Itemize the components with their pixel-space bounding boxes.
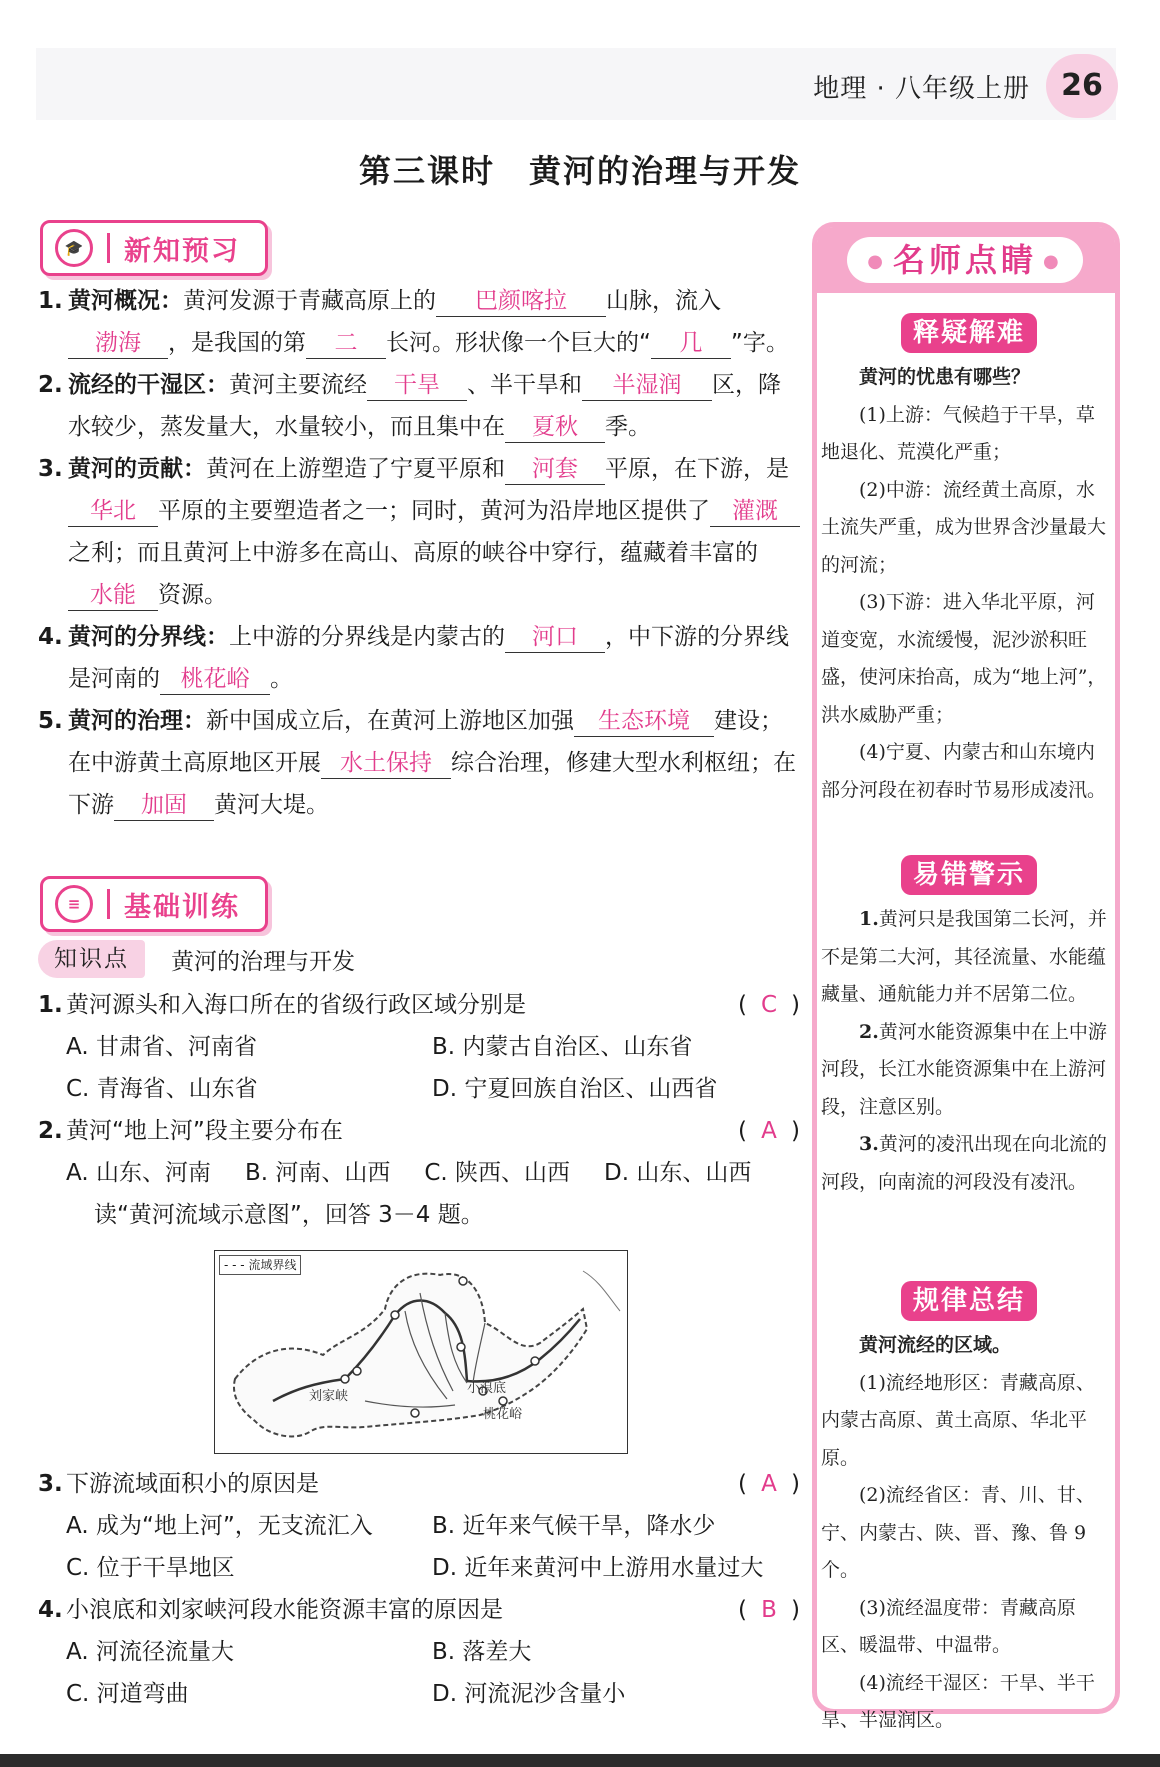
answer-bracket: ( A ): [738, 1110, 800, 1152]
item-number: 3.: [38, 456, 63, 482]
option-a: A. 山东、河南: [66, 1160, 211, 1186]
answer-blank: 灌溉: [710, 496, 800, 527]
teacher-tips-sidebar: [812, 222, 1120, 1731]
question-stem: 黄河“地上河”段主要分布在: [66, 1118, 343, 1144]
item-number: 4.: [38, 624, 63, 650]
answer-blank: 河套: [505, 454, 605, 485]
item-text: 综合治理，修建大型水利枢纽；在下游: [68, 750, 796, 818]
tip-text: 黄河只是我国第二长河，并不是第二大河，其径流量、水能蕴藏量、通航能力并不居第二位。: [821, 908, 1107, 1005]
answer-blank: 华北: [68, 496, 158, 527]
preview-banner: [40, 220, 268, 276]
item-text: 黄河在上游塑造了宁夏平原和: [206, 456, 505, 482]
preview-banner-label: 新知预习: [124, 235, 240, 267]
answer-blank: 二: [306, 328, 386, 359]
sidebar-title-text: 名师点睛: [892, 241, 1037, 279]
sidebar-paragraph: (2)中游：流经黄土高原，水土流失严重，成为世界含沙量最大的河流；: [821, 478, 1107, 576]
database-icon: ≡: [55, 885, 93, 923]
answer-blank: 生态环境: [574, 706, 714, 737]
option-b: B. 落差大: [432, 1639, 532, 1665]
sidebar-heading-explain: 释疑解难: [901, 313, 1037, 353]
item-text: 黄河主要流经: [229, 372, 367, 398]
answer-blank: 干旱: [367, 370, 467, 401]
sidebar-paragraph: (4)流经干湿区：干旱、半干旱、半湿润区。: [821, 1671, 1095, 1731]
sidebar-paragraph: (3)流经温度带：青藏高原区、暖温带、中温带。: [821, 1596, 1076, 1656]
sidebar-paragraph: (1)上游：气候趋于干旱，草地退化、荒漠化严重；: [821, 403, 1095, 463]
preview-item-3: [38, 448, 800, 616]
item-text: 区，降水较少，蒸发量大，水量较小，而且集中在: [68, 372, 781, 440]
answer-bracket: ( C ): [738, 984, 800, 1026]
item-text: 上中游的分界线是内蒙古的: [229, 624, 505, 650]
sidebar-paragraph: (4)宁夏、内蒙古和山东境内部分河段在初春时节易形成凌汛。: [821, 741, 1107, 801]
option-b: B. 近年来气候干旱，降水少: [432, 1513, 716, 1539]
option-c: C. 位于干旱地区: [66, 1555, 235, 1581]
sidebar-paragraph: [821, 1014, 1109, 1127]
option-d: D. 河流泥沙含量小: [432, 1681, 626, 1707]
banner-divider: [107, 233, 110, 263]
item-number: 1.: [38, 288, 63, 314]
item-text: 新中国成立后，在黄河上游地区加强: [206, 708, 574, 734]
item-text: 平原，在下游，是: [605, 456, 789, 482]
preview-item-2: [38, 364, 800, 448]
sidebar-paragraph: [821, 1126, 1109, 1201]
sidebar-paragraph: (3)下游：进入华北平原，河道变宽，水流缓慢，泥沙淤积旺盛，使河床抬高，成为“地上河”，洪水威胁严重；: [821, 591, 1107, 726]
answer-blank: 渤海: [68, 328, 168, 359]
question-stem: 小浪底和刘家峡河段水能资源丰富的原因是: [66, 1597, 503, 1623]
graduation-cap-icon: 🎓: [55, 229, 93, 267]
map-label-liujiaxia: 刘家峡: [309, 1389, 349, 1404]
answer-blank: 巴颜喀拉: [436, 286, 606, 317]
sidebar-warning-text: [821, 901, 1109, 1201]
knowledge-point-title: 黄河的治理与开发: [171, 948, 355, 975]
option-c: C. 青海省、山东省: [66, 1076, 258, 1102]
knowledge-point-row: [38, 940, 355, 978]
item-text: 之利；而且黄河上中游多在高山、高原的峡谷中穿行，蕴藏着丰富的: [68, 540, 758, 566]
tip-text: 黄河的凌汛出现在向北流的河段，向南流的河段没有凌汛。: [821, 1133, 1107, 1193]
item-text: 长河。形状像一个巨大的“: [386, 330, 651, 356]
item-text: 、半干旱和: [467, 372, 582, 398]
question-number: 1.: [38, 992, 63, 1018]
sidebar-question: 黄河流经的区域。: [859, 1334, 1012, 1356]
map-legend-text: 流域界线: [248, 1258, 297, 1272]
item-label: 黄河的分界线：: [68, 624, 229, 650]
answer-blank: 桃花峪: [160, 664, 270, 695]
map-legend: - - - 流域界线: [219, 1255, 301, 1275]
item-text: ，是我国的第: [168, 330, 306, 356]
sidebar-paragraph: [821, 901, 1109, 1014]
option-d: D. 山东、山西: [604, 1160, 752, 1186]
item-label: 流经的干湿区：: [68, 372, 229, 398]
answer-letter: B: [761, 1597, 777, 1623]
option-c: C. 河道弯曲: [66, 1681, 189, 1707]
answer-blank: 夏秋: [505, 412, 605, 443]
item-text: 山脉，流入: [606, 288, 721, 314]
option-c: C. 陕西、山西: [424, 1160, 571, 1186]
item-number: 2.: [38, 372, 63, 398]
preview-item-5: [38, 700, 800, 826]
tip-number: 1.: [859, 908, 879, 930]
answer-letter: A: [761, 1471, 777, 1497]
tip-number: 2.: [859, 1020, 879, 1043]
item-label: 黄河的治理：: [68, 708, 206, 734]
answer-bracket: ( A ): [738, 1463, 800, 1505]
item-label: 黄河概况：: [68, 288, 183, 314]
lesson-title: 第三课时 黄河的治理与开发: [358, 152, 801, 190]
banner-divider: [107, 889, 110, 919]
tip-text: 黄河水能资源集中在上中游河段，长江水能资源集中在上游河段，注意区别。: [821, 1020, 1107, 1118]
answer-blank: 水土保持: [321, 748, 451, 779]
sidebar-heading-summary: 规律总结: [901, 1281, 1037, 1321]
sidebar-summary-text: [821, 1327, 1109, 1740]
option-a: A. 成为“地上河”，无支流汇入: [66, 1513, 373, 1539]
page-number: 26: [1046, 54, 1118, 118]
answer-letter: A: [761, 1118, 777, 1144]
question-number: 3.: [38, 1471, 63, 1497]
option-b: B. 内蒙古自治区、山东省: [432, 1034, 693, 1060]
question-number: 2.: [38, 1118, 63, 1144]
option-d: D. 宁夏回族自治区、山西省: [432, 1076, 718, 1102]
item-text: 黄河大堤。: [214, 792, 329, 818]
item-number: 5.: [38, 708, 63, 734]
answer-blank: 几: [651, 328, 731, 359]
sidebar-title: ● 名师点睛 ●: [847, 237, 1083, 283]
preview-list: [38, 280, 800, 826]
answer-blank: 加固: [114, 790, 214, 821]
sidebar-question: 黄河的忧患有哪些？: [859, 366, 1031, 388]
training-banner-label: 基础训练: [124, 891, 240, 923]
question-3: [38, 1463, 800, 1589]
item-text: 季。: [605, 414, 651, 440]
map-label-xiaolangdi: 小浪底: [467, 1381, 507, 1396]
map-drawing: [215, 1251, 627, 1453]
option-d: D. 近年来黄河中上游用水量过大: [432, 1555, 764, 1581]
map-label-taohuayu: 桃花峪: [483, 1407, 523, 1422]
bottom-edge-bar: [0, 1754, 1160, 1767]
sidebar-explain-text: [821, 359, 1109, 809]
yellow-river-basin-map: [214, 1250, 628, 1454]
question-stem: 下游流域面积小的原因是: [66, 1471, 319, 1497]
preview-item-1: [38, 280, 800, 364]
answer-blank: 河口: [505, 622, 605, 653]
item-text: 。: [270, 666, 293, 692]
question-4: [38, 1589, 800, 1715]
knowledge-point-tag: 知识点: [38, 940, 145, 978]
item-label: 黄河的贡献：: [68, 456, 206, 482]
item-text: 建设；在中游黄土高原地区开展: [68, 708, 783, 776]
item-text: 资源。: [158, 582, 227, 608]
option-b: B. 河南、山西: [244, 1160, 391, 1186]
item-text: ”字。: [730, 330, 789, 356]
item-text: 平原的主要塑造者之一；同时，黄河为沿岸地区提供了: [158, 498, 710, 524]
item-text: ，中下游的分界线是河南的: [68, 624, 789, 692]
answer-blank: 半湿润: [582, 370, 712, 401]
answer-blank: 水能: [68, 580, 158, 611]
answer-letter: C: [760, 992, 778, 1018]
training-banner: [40, 876, 268, 932]
tip-number: 3.: [859, 1133, 879, 1155]
option-a: A. 河流径流量大: [66, 1639, 234, 1665]
question-1: [38, 984, 800, 1110]
sidebar-paragraph: (2)流经省区：青、川、甘、宁、内蒙古、陕、晋、豫、鲁 9 个。: [821, 1484, 1095, 1581]
question-number: 4.: [38, 1597, 63, 1623]
preview-item-4: [38, 616, 800, 700]
read-instruction: 读“黄河流域示意图”，回答 3－4 题。: [94, 1202, 484, 1228]
option-a: A. 甘肃省、河南省: [66, 1034, 257, 1060]
item-text: 黄河发源于青藏高原上的: [183, 288, 436, 314]
header-subject: 地理 · 八年级上册: [813, 74, 1030, 104]
answer-bracket: ( B ): [738, 1589, 800, 1631]
question-stem: 黄河源头和入海口所在的省级行政区域分别是: [66, 992, 526, 1018]
question-2: [38, 1110, 800, 1236]
sidebar-heading-warning: 易错警示: [901, 855, 1037, 895]
sidebar-paragraph: (1)流经地形区：青藏高原、内蒙古高原、黄土高原、华北平原。: [821, 1371, 1095, 1469]
